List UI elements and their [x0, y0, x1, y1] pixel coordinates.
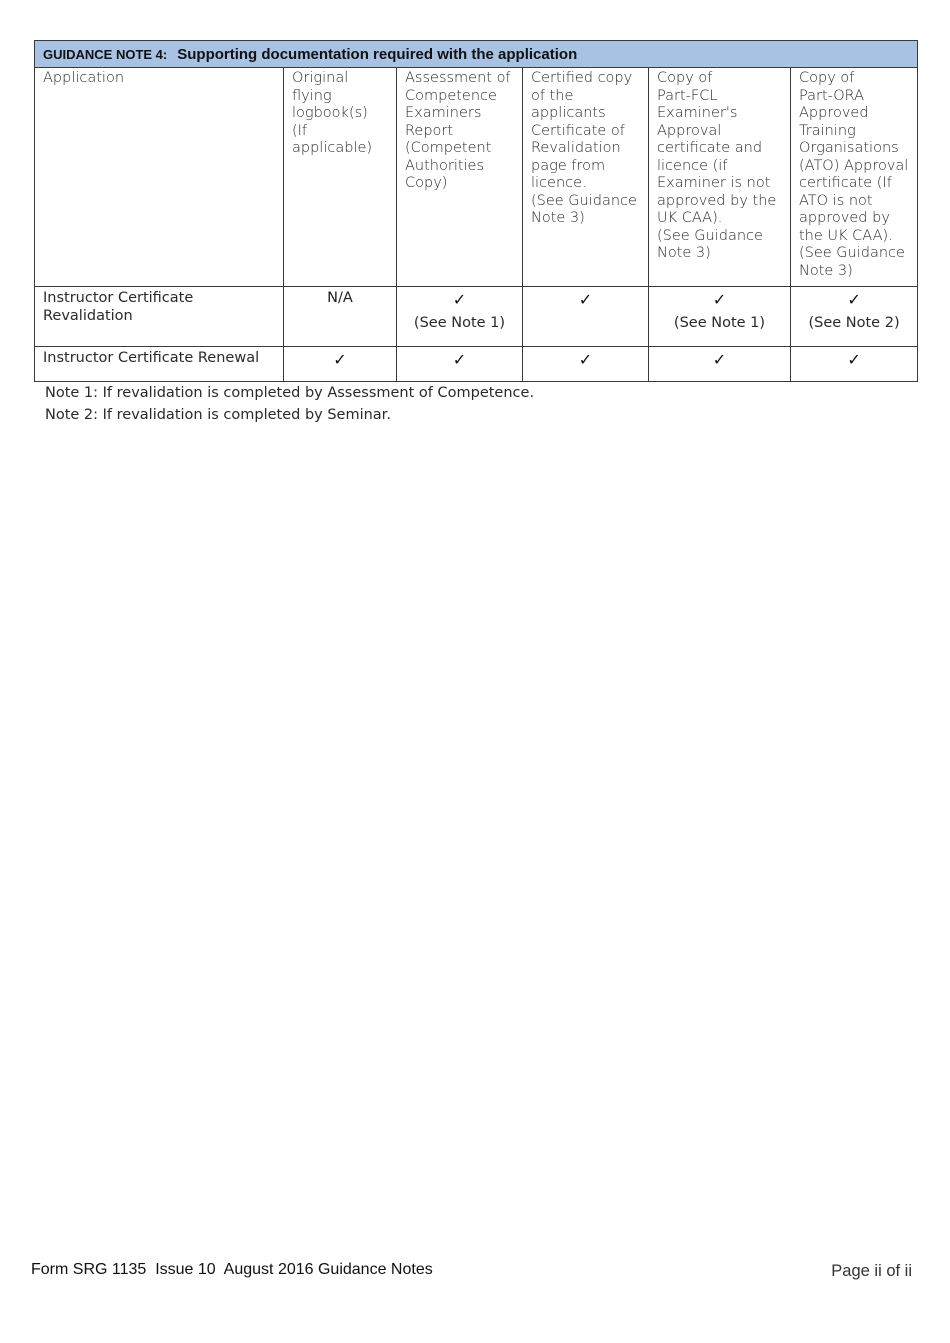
- header-line: Copy of: [799, 70, 855, 86]
- header-line: ATO is not: [799, 192, 873, 209]
- checkmark-icon: ✓: [847, 350, 861, 369]
- row-label: Instructor Certificate Revalidation: [35, 287, 284, 347]
- checkmark-icon: ✓: [578, 290, 593, 309]
- header-line: Certified copy: [531, 70, 633, 86]
- header-line: Application: [43, 70, 125, 86]
- header-line: certificate (If: [799, 175, 892, 191]
- ato-copy-cell: [791, 287, 918, 347]
- header-line: page from: [531, 157, 606, 174]
- header-line: licence.: [531, 175, 587, 191]
- page-number: Page ii of ii: [831, 1262, 912, 1280]
- header-line: (If applicable): [292, 122, 373, 156]
- checkmark-icon: ✓: [333, 350, 347, 369]
- header-line: Original: [292, 70, 349, 86]
- header-line: of the: [531, 87, 574, 104]
- table-header-row: [35, 68, 918, 287]
- header-line: the UK CAA).: [799, 227, 893, 244]
- header-line: applicants: [531, 105, 606, 121]
- header-line: Revalidation: [531, 140, 621, 156]
- header-line: certificate and: [657, 140, 763, 156]
- header-line: Authorities: [405, 157, 485, 174]
- checkmark-icon: ✓: [847, 290, 861, 309]
- header-line: (Competent: [405, 140, 492, 156]
- na-value: N/A: [327, 290, 353, 306]
- certified-copy-cell: [523, 347, 649, 382]
- ato-copy-cell: [791, 347, 918, 382]
- supporting-documentation-table: [34, 40, 918, 382]
- header-assessment: [397, 68, 523, 287]
- header-logbook: [284, 68, 397, 287]
- header-line: Examiner's: [657, 105, 738, 121]
- checkmark-icon: ✓: [452, 350, 467, 369]
- header-line: Part-FCL: [657, 87, 718, 104]
- header-line: Copy of: [657, 70, 713, 86]
- header-line: (See Guidance: [799, 245, 905, 261]
- guidance-note-title-bar: [35, 41, 918, 68]
- header-line: licence (if: [657, 157, 728, 174]
- guidance-note-label: GUIDANCE NOTE 4:: [43, 46, 168, 62]
- header-line: approved by: [799, 210, 890, 226]
- assessment-cell: [397, 347, 523, 382]
- checkmark-icon: ✓: [452, 290, 467, 309]
- examiner-copy-cell: [649, 347, 791, 382]
- certified-copy-cell: [523, 287, 649, 347]
- header-line: Approved: [799, 105, 869, 121]
- header-ato-copy: [791, 68, 918, 287]
- checkmark-icon: ✓: [712, 290, 727, 309]
- header-line: Report: [405, 122, 454, 139]
- header-line: Examiner is not: [657, 175, 771, 191]
- header-line: Approval: [657, 122, 722, 139]
- header-line: Competence: [405, 87, 497, 104]
- logbook-cell: [284, 287, 397, 347]
- header-examiner-copy: [649, 68, 791, 287]
- header-line: Examiners: [405, 105, 482, 121]
- table-notes: [45, 382, 534, 426]
- header-line: (See Guidance: [531, 192, 637, 209]
- table-row: [35, 287, 918, 347]
- header-line: (See Guidance: [657, 227, 763, 244]
- header-line: Note 3): [657, 245, 711, 261]
- form-reference: Form SRG 1135 Issue 10 August 2016 Guidance Notes: [31, 1261, 433, 1278]
- header-line: logbook(s): [292, 105, 368, 121]
- header-application: [35, 68, 284, 287]
- header-certified-copy: [523, 68, 649, 287]
- note-reference: (See Note 1): [673, 315, 766, 331]
- assessment-cell: [397, 287, 523, 347]
- header-line: UK CAA).: [657, 210, 723, 226]
- header-line: flying: [292, 87, 332, 104]
- header-line: Organisations: [799, 140, 899, 156]
- guidance-note-title: Supporting documentation required with the application: [177, 45, 578, 63]
- header-line: Part-ORA: [799, 87, 865, 104]
- logbook-cell: [284, 347, 397, 382]
- header-line: Certificate of: [531, 122, 625, 139]
- header-line: approved by the: [657, 192, 777, 209]
- header-line: (ATO) Approval: [799, 157, 909, 174]
- note-2: Note 2: If revalidation is completed by Seminar.: [45, 407, 391, 423]
- header-line: Copy): [405, 175, 448, 191]
- row-label: Instructor Certificate Renewal: [35, 347, 284, 382]
- header-line: Note 3): [531, 210, 585, 226]
- note-1: Note 1: If revalidation is completed by Assessment of Competence.: [45, 385, 535, 401]
- checkmark-icon: ✓: [578, 350, 593, 369]
- header-line: Training: [799, 122, 856, 139]
- note-reference: (See Note 2): [808, 315, 900, 331]
- header-line: Note 3): [799, 262, 853, 279]
- table-row: [35, 347, 918, 382]
- examiner-copy-cell: [649, 287, 791, 347]
- header-line: Assessment of: [405, 70, 511, 86]
- note-reference: (See Note 1): [413, 315, 506, 331]
- checkmark-icon: ✓: [712, 350, 727, 369]
